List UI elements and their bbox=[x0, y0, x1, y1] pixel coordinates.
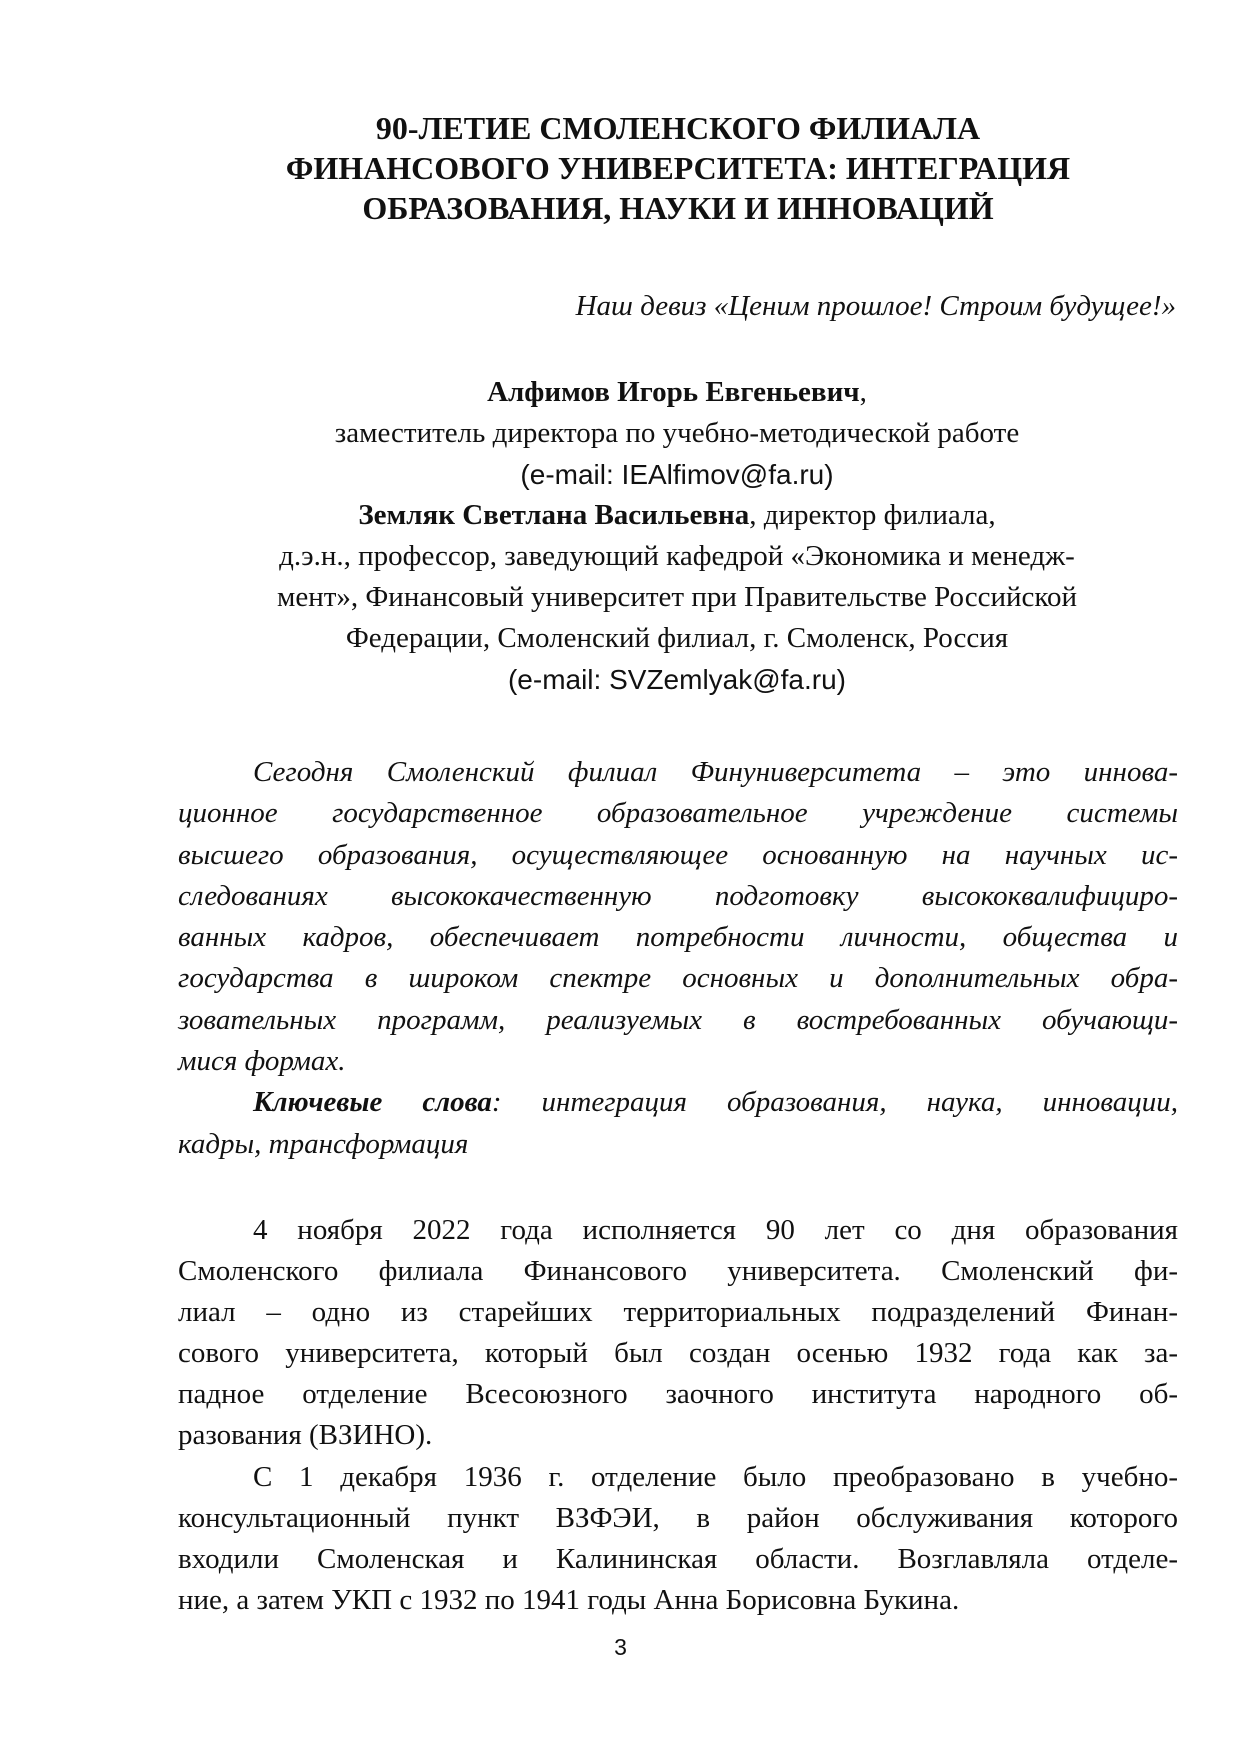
abstract-line: ванных кадров, обеспечивает потребности личности, общества и bbox=[178, 921, 1178, 954]
author1-email: (e-mail: IEAlfimov@fa.ru) bbox=[520, 459, 834, 490]
title-line: 90-ЛЕТИЕ СМОЛЕНСКОГО ФИЛИАЛА bbox=[375, 110, 981, 146]
title-line: ФИНАНСОВОГО УНИВЕРСИТЕТА: ИНТЕГРАЦИЯ bbox=[285, 150, 1071, 186]
paragraph-line: С 1 декабря 1936 г. отделение было преобразовано в учебно- bbox=[253, 1460, 1178, 1493]
paragraph-line: консультационный пункт ВЗФЭИ, в район обслуживания которого bbox=[178, 1501, 1178, 1534]
paragraph-line: ние, а затем УКП с 1932 по 1941 годы Анна Борисовна Букина. bbox=[178, 1583, 960, 1616]
paragraph-line: входили Смоленская и Калининская области. Возглавляла отделе- bbox=[178, 1542, 1178, 1575]
abstract-line: ционное государственное образовательное учреждение системы bbox=[178, 797, 1178, 830]
author2-name: Земляк Светлана Васильевна bbox=[358, 499, 750, 531]
paragraph-line: падное отделение Всесоюзного заочного института народного об- bbox=[178, 1378, 1178, 1411]
paragraph-line: 4 ноября 2022 года исполняется 90 лет со дня образования bbox=[253, 1214, 1178, 1246]
author1-position: заместитель директора по учебно-методической работе bbox=[334, 417, 1020, 449]
author2-line bbox=[170, 495, 1184, 536]
affiliation-line: д.э.н., профессор, заведующий кафедрой «Экономика и менедж- bbox=[279, 540, 1075, 572]
keywords-line: кадры, трансформация bbox=[178, 1127, 469, 1160]
keywords-line bbox=[178, 1082, 1178, 1123]
page-number: 3 bbox=[614, 1634, 627, 1660]
abstract-line: мися формах. bbox=[178, 1045, 346, 1078]
affiliation-line: мент», Финансовый университет при Правительстве Российской bbox=[276, 581, 1078, 613]
paragraph-line: сового университета, который был создан осенью 1932 года как за- bbox=[178, 1337, 1178, 1370]
paragraph-line: Смоленского филиала Финансового университета. Смоленский фи- bbox=[178, 1255, 1178, 1288]
abstract-line: Сегодня Смоленский филиал Финуниверситета – это иннова- bbox=[253, 756, 1178, 788]
epigraph-motto: Наш девиз «Ценим прошлое! Строим будущее!» bbox=[575, 290, 1176, 322]
keywords-label: Ключевые слова bbox=[253, 1086, 492, 1119]
abstract-line: высшего образования, осуществляющее основанную на научных ис- bbox=[178, 838, 1178, 871]
abstract-line: зовательных программ, реализуемых в востребованных обучающи- bbox=[178, 1003, 1178, 1036]
abstract bbox=[178, 752, 1178, 1165]
paragraph-line: лиал – одно из старейших территориальных подразделений Финан- bbox=[178, 1296, 1178, 1329]
abstract-line: следованиях высококачественную подготовку высококвалифициро- bbox=[178, 879, 1178, 912]
paragraph-line: разования (ВЗИНО). bbox=[178, 1419, 433, 1452]
author1-line bbox=[170, 372, 1184, 413]
keywords-text: : интеграция образования, наука, инновации, bbox=[491, 1086, 1178, 1119]
affiliation-line: Федерации, Смоленский филиал, г. Смоленск, Россия bbox=[345, 622, 1009, 654]
author-block bbox=[170, 372, 1184, 700]
author1-name: Алфимов Игорь Евгеньевич bbox=[487, 376, 860, 408]
body-text bbox=[178, 1210, 1178, 1621]
title-line: ОБРАЗОВАНИЯ, НАУКИ И ИННОВАЦИЙ bbox=[362, 190, 994, 226]
author2-position: , директор филиала, bbox=[749, 499, 996, 531]
author2-email: (e-mail: SVZemlyak@fa.ru) bbox=[507, 664, 847, 695]
author1-name-suffix: , bbox=[859, 376, 867, 408]
abstract-line: государства в широком спектре основных и дополнительных обра- bbox=[178, 962, 1178, 995]
article-title bbox=[170, 108, 1186, 228]
